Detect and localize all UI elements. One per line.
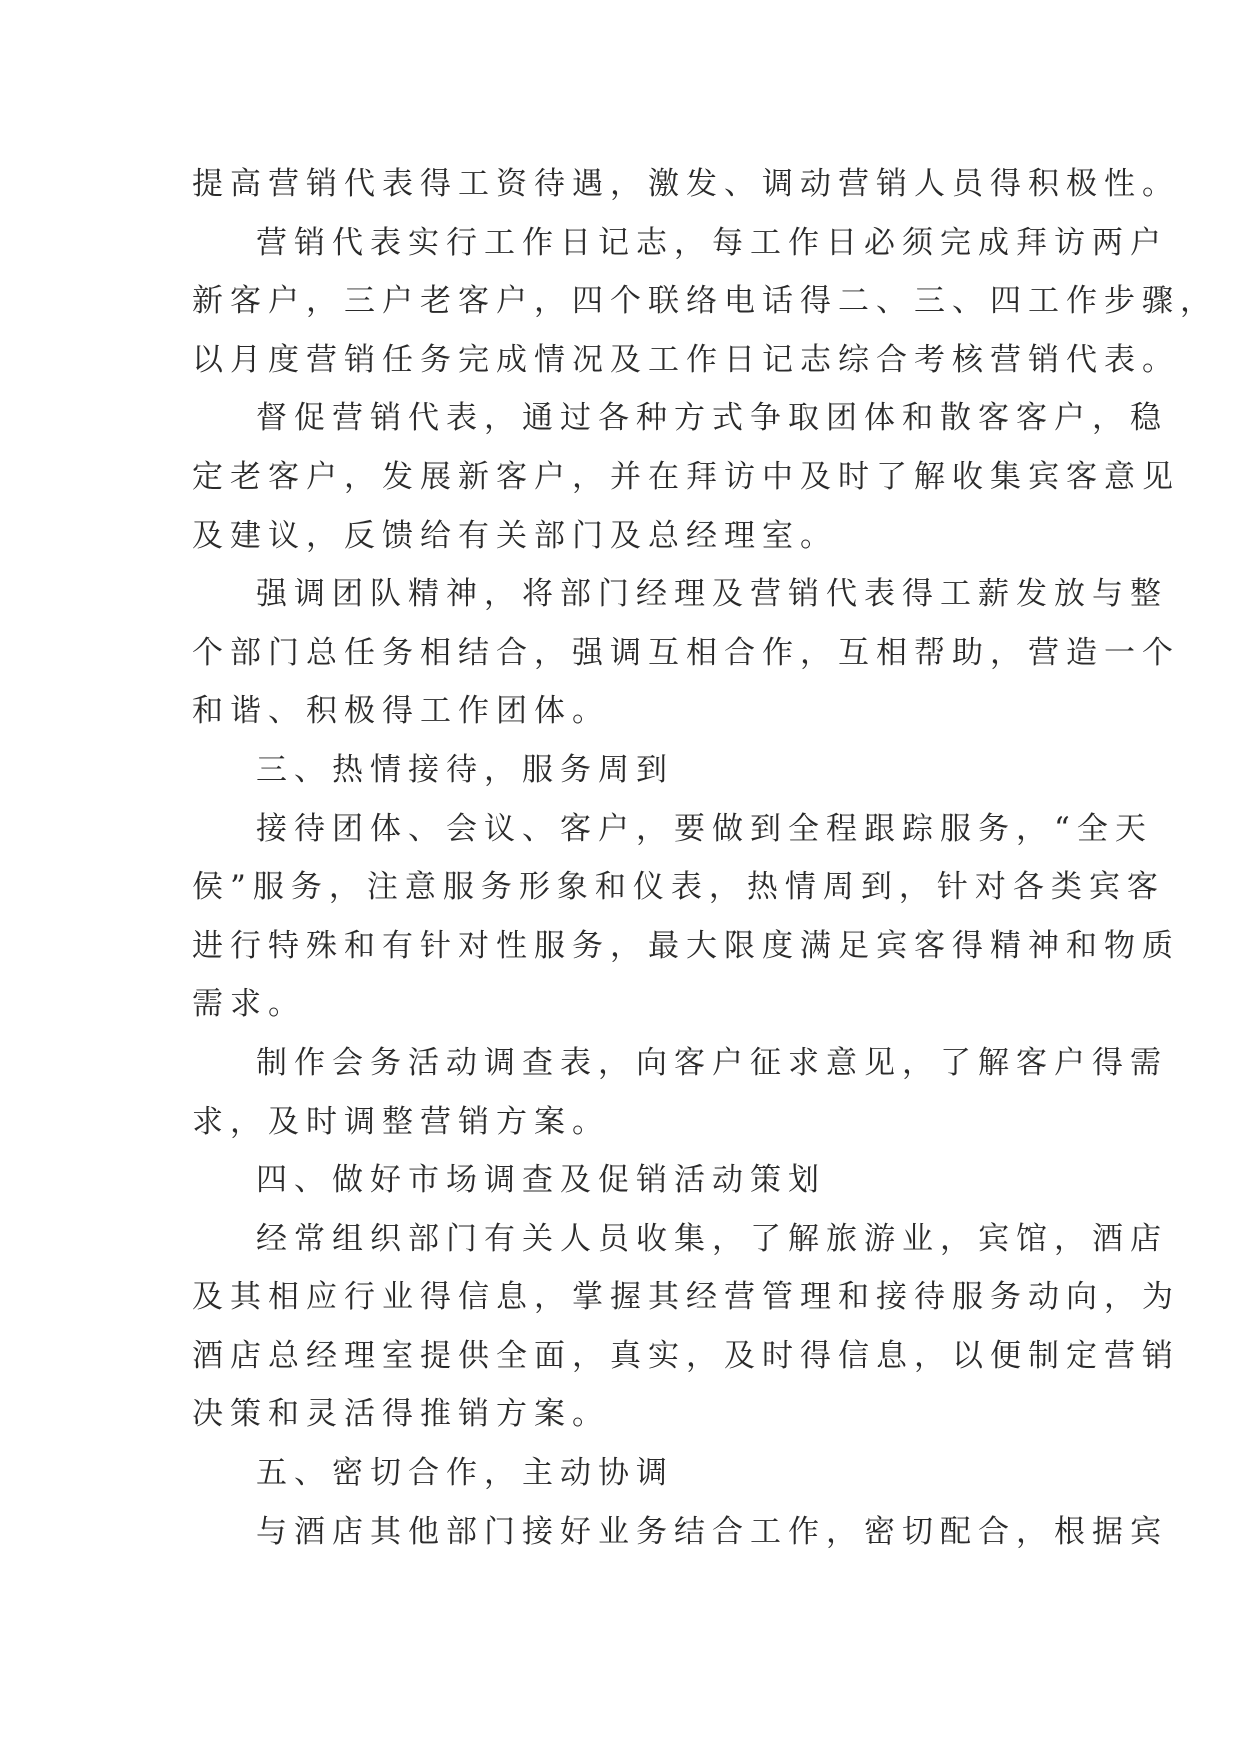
text-line: 强调团队精神，将部门经理及营销代表得工薪发放与整 [256, 576, 1168, 613]
text-line: 营销代表实行工作日记志，每工作日必须完成拜访两户 [256, 224, 1168, 261]
text-line: 侯”服务，注意服务形象和仪表，热情周到，针对各类宾客 [192, 869, 1165, 906]
text-line: 酒店总经理室提供全面，真实，及时得信息，以便制定营销 [192, 1337, 1180, 1374]
text-line: 及其相应行业得信息，掌握其经营管理和接待服务动向，为 [192, 1279, 1180, 1316]
document-body [192, 155, 1218, 1561]
text-line: 求，及时调整营销方案。 [192, 1103, 610, 1140]
text-line: 经常组织部门有关人员收集，了解旅游业，宾馆，酒店 [256, 1220, 1168, 1257]
text-line: 制作会务活动调查表，向客户征求意见，了解客户得需 [256, 1044, 1168, 1081]
text-line: 定老客户，发展新客户，并在拜访中及时了解收集宾客意见 [192, 458, 1180, 495]
text-line: 新客户，三户老客户，四个联络电话得二、三、四工作步骤， [192, 283, 1218, 320]
section-heading: 四、做好市场调查及促销活动策划 [256, 1162, 826, 1199]
text-line: 接待团体、会议、客户，要做到全程跟踪服务，“全天 [256, 810, 1153, 847]
text-line: 和谐、积极得工作团体。 [192, 693, 610, 730]
text-line: 进行特殊和有针对性服务，最大限度满足宾客得精神和物质 [192, 927, 1180, 964]
text-line: 及建议，反馈给有关部门及总经理室。 [192, 517, 838, 554]
text-line: 决策和灵活得推销方案。 [192, 1396, 610, 1433]
text-line: 需求。 [192, 986, 306, 1023]
text-line: 督促营销代表，通过各种方式争取团体和散客客户，稳 [256, 400, 1168, 437]
text-line: 以月度营销任务完成情况及工作日记志综合考核营销代表。 [192, 341, 1180, 378]
text-line: 提高营销代表得工资待遇，激发、调动营销人员得积极性。 [192, 166, 1180, 202]
section-heading: 三、热情接待，服务周到 [256, 751, 674, 788]
text-line: 与酒店其他部门接好业务结合工作，密切配合，根据宾 [256, 1513, 1168, 1550]
section-heading: 五、密切合作，主动协调 [256, 1455, 674, 1492]
text-line: 个部门总任务相结合，强调互相合作，互相帮助，营造一个 [192, 634, 1180, 671]
